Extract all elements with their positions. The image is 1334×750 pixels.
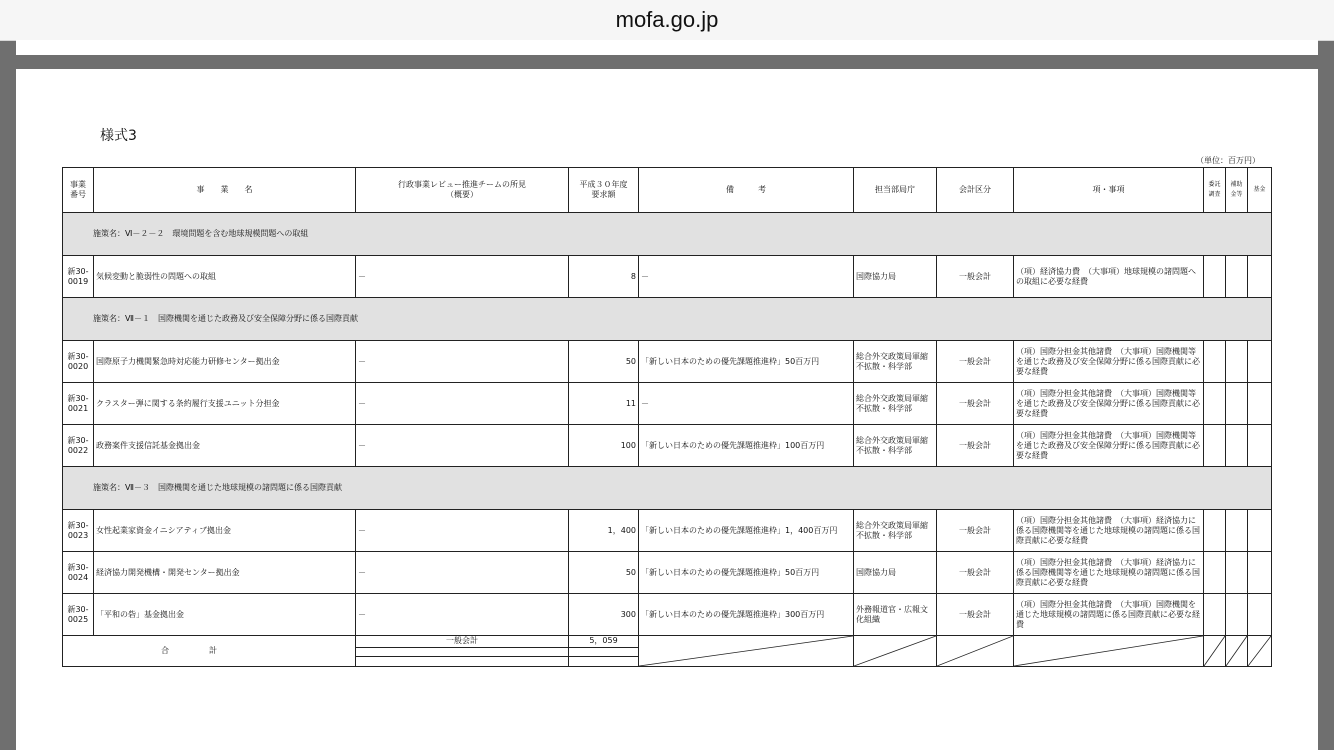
- row-dept: 総合外交政策局軍縮不拡散・科学部: [854, 383, 937, 425]
- row-fund: [1248, 256, 1272, 298]
- header-no: 事業 番号: [63, 168, 94, 213]
- total-remarks-blank: [639, 636, 854, 667]
- row-no: 新30- 0019: [63, 256, 94, 298]
- browser-address-bar[interactable]: [0, 0, 1334, 41]
- row-fund: [1248, 383, 1272, 425]
- row-remarks: 「新しい日本のための優先課題推進枠」100百万円: [639, 425, 854, 467]
- row-subsidy: [1226, 383, 1248, 425]
- row-name: クラスター弾に関する条約履行支援ユニット分担金: [94, 383, 356, 425]
- total-amount: 5，059: [569, 636, 639, 648]
- table-row: [63, 425, 1272, 467]
- header-fund: 基金: [1248, 168, 1272, 213]
- total-account-label: 一般会計: [356, 636, 569, 648]
- total-blank-cell: [569, 647, 639, 657]
- total-label: 合計: [63, 636, 356, 667]
- header-remarks: 備 考: [639, 168, 854, 213]
- row-commission: [1204, 594, 1226, 636]
- row-remarks: －: [639, 256, 854, 298]
- row-commission: [1204, 552, 1226, 594]
- total-row: [63, 636, 1272, 648]
- row-review: －: [356, 341, 569, 383]
- row-no: 新30- 0022: [63, 425, 94, 467]
- header-account: 会計区分: [937, 168, 1014, 213]
- row-remarks: 「新しい日本のための優先課題推進枠」300百万円: [639, 594, 854, 636]
- row-account: 一般会計: [937, 341, 1014, 383]
- row-dept: 国際協力局: [854, 256, 937, 298]
- row-commission: [1204, 341, 1226, 383]
- row-dept: 国際協力局: [854, 552, 937, 594]
- row-review: －: [356, 256, 569, 298]
- previous-page-edge: [16, 40, 1318, 55]
- section-title: 施策名：Ⅶ－３ 国際機関を通じた地球規模の諸問題に係る国際貢献: [63, 467, 1272, 510]
- section-row: [63, 213, 1272, 256]
- row-commission: [1204, 425, 1226, 467]
- row-amount: 50: [569, 552, 639, 594]
- table-row: [63, 552, 1272, 594]
- row-name: 「平和の砦」基金拠出金: [94, 594, 356, 636]
- section-title: 施策名：Ⅵ－２－２ 環境問題を含む地球規模問題への取組: [63, 213, 1272, 256]
- row-remarks: －: [639, 383, 854, 425]
- row-item: （項）国際分担金其他諸費 （大事項）国際機関等を通じた政務及び安全保障分野に係る国際貢献に必要な経費: [1014, 425, 1204, 467]
- row-subsidy: [1226, 341, 1248, 383]
- row-no: 新30- 0021: [63, 383, 94, 425]
- header-row: [63, 168, 1272, 213]
- row-fund: [1248, 425, 1272, 467]
- row-amount: 1，400: [569, 510, 639, 552]
- table-row: [63, 256, 1272, 298]
- row-item: （項）国際分担金其他諸費 （大事項）経済協力に係る国際機関等を通じた地球規模の諸問題に係る国際貢献に必要な経費: [1014, 552, 1204, 594]
- total-fund-blank: [1248, 636, 1272, 667]
- row-fund: [1248, 341, 1272, 383]
- row-amount: 11: [569, 383, 639, 425]
- row-name: 経済協力開発機構・開発センター拠出金: [94, 552, 356, 594]
- url-text[interactable]: mofa.go.jp: [615, 7, 719, 32]
- row-no: 新30- 0024: [63, 552, 94, 594]
- table-row: [63, 594, 1272, 636]
- row-dept: 総合外交政策局軍縮不拡散・科学部: [854, 341, 937, 383]
- row-account: 一般会計: [937, 594, 1014, 636]
- row-subsidy: [1226, 256, 1248, 298]
- row-account: 一般会計: [937, 425, 1014, 467]
- row-subsidy: [1226, 594, 1248, 636]
- table-row: [63, 383, 1272, 425]
- row-item: （項）国際分担金其他諸費 （大事項）経済協力に係る国際機関等を通じた地球規模の諸問題に係る国際貢献に必要な経費: [1014, 510, 1204, 552]
- header-name: 事 業 名: [94, 168, 356, 213]
- row-dept: 外務報道官・広報文化組織: [854, 594, 937, 636]
- total-account-blank: [937, 636, 1014, 667]
- row-amount: 50: [569, 341, 639, 383]
- document-page: [16, 69, 1318, 750]
- row-dept: 総合外交政策局軍縮不拡散・科学部: [854, 425, 937, 467]
- row-review: －: [356, 425, 569, 467]
- header-subsidy: 補助 金等: [1226, 168, 1248, 213]
- row-remarks: 「新しい日本のための優先課題推進枠」50百万円: [639, 552, 854, 594]
- header-item: 項・事項: [1014, 168, 1204, 213]
- row-no: 新30- 0025: [63, 594, 94, 636]
- row-item: （項）経済協力費 （大事項）地球規模の諸問題への取組に必要な経費: [1014, 256, 1204, 298]
- total-blank-cell: [356, 657, 569, 667]
- header-dept: 担当部局庁: [854, 168, 937, 213]
- row-commission: [1204, 510, 1226, 552]
- row-review: －: [356, 594, 569, 636]
- row-subsidy: [1226, 552, 1248, 594]
- row-review: －: [356, 510, 569, 552]
- row-amount: 300: [569, 594, 639, 636]
- section-title: 施策名：Ⅶ－１ 国際機関を通じた政務及び安全保障分野に係る国際貢献: [63, 298, 1272, 341]
- form-title: 様式3: [100, 128, 137, 144]
- total-dept-blank: [854, 636, 937, 667]
- header-review: 行政事業レビュー推進チームの所見 （概要）: [356, 168, 569, 213]
- total-blank-cell: [569, 657, 639, 667]
- row-no: 新30- 0020: [63, 341, 94, 383]
- section-row: [63, 467, 1272, 510]
- total-blank-cell: [356, 647, 569, 657]
- header-request: 平成３０年度 要求額: [569, 168, 639, 213]
- row-name: 政務案件支援信託基金拠出金: [94, 425, 356, 467]
- table-row: [63, 510, 1272, 552]
- row-item: （項）国際分担金其他諸費 （大事項）国際機関を通じた地球規模の諸問題に係る国際貢献に必要な経費: [1014, 594, 1204, 636]
- row-account: 一般会計: [937, 383, 1014, 425]
- row-item: （項）国際分担金其他諸費 （大事項）国際機関等を通じた政務及び安全保障分野に係る国際貢献に必要な経費: [1014, 383, 1204, 425]
- budget-table: [62, 167, 1272, 667]
- total-item-blank: [1014, 636, 1204, 667]
- header-commission: 委託 調査: [1204, 168, 1226, 213]
- row-fund: [1248, 594, 1272, 636]
- row-commission: [1204, 383, 1226, 425]
- row-item: （項）国際分担金其他諸費 （大事項）国際機関等を通じた政務及び安全保障分野に係る国際貢献に必要な経費: [1014, 341, 1204, 383]
- row-fund: [1248, 552, 1272, 594]
- row-fund: [1248, 510, 1272, 552]
- row-commission: [1204, 256, 1226, 298]
- row-dept: 総合外交政策局軍縮不拡散・科学部: [854, 510, 937, 552]
- row-no: 新30- 0023: [63, 510, 94, 552]
- row-review: －: [356, 383, 569, 425]
- section-row: [63, 298, 1272, 341]
- row-subsidy: [1226, 425, 1248, 467]
- row-subsidy: [1226, 510, 1248, 552]
- row-review: －: [356, 552, 569, 594]
- table-row: [63, 341, 1272, 383]
- row-account: 一般会計: [937, 552, 1014, 594]
- total-commission-blank: [1204, 636, 1226, 667]
- row-name: 女性起業家資金イニシアティブ拠出金: [94, 510, 356, 552]
- row-account: 一般会計: [937, 256, 1014, 298]
- row-remarks: 「新しい日本のための優先課題推進枠」1，400百万円: [639, 510, 854, 552]
- row-name: 気候変動と脆弱性の問題への取組: [94, 256, 356, 298]
- unit-label: （単位：百万円）: [1196, 156, 1260, 165]
- row-amount: 8: [569, 256, 639, 298]
- row-remarks: 「新しい日本のための優先課題推進枠」50百万円: [639, 341, 854, 383]
- row-name: 国際原子力機関緊急時対応能力研修センター拠出金: [94, 341, 356, 383]
- row-amount: 100: [569, 425, 639, 467]
- total-subsidy-blank: [1226, 636, 1248, 667]
- row-account: 一般会計: [937, 510, 1014, 552]
